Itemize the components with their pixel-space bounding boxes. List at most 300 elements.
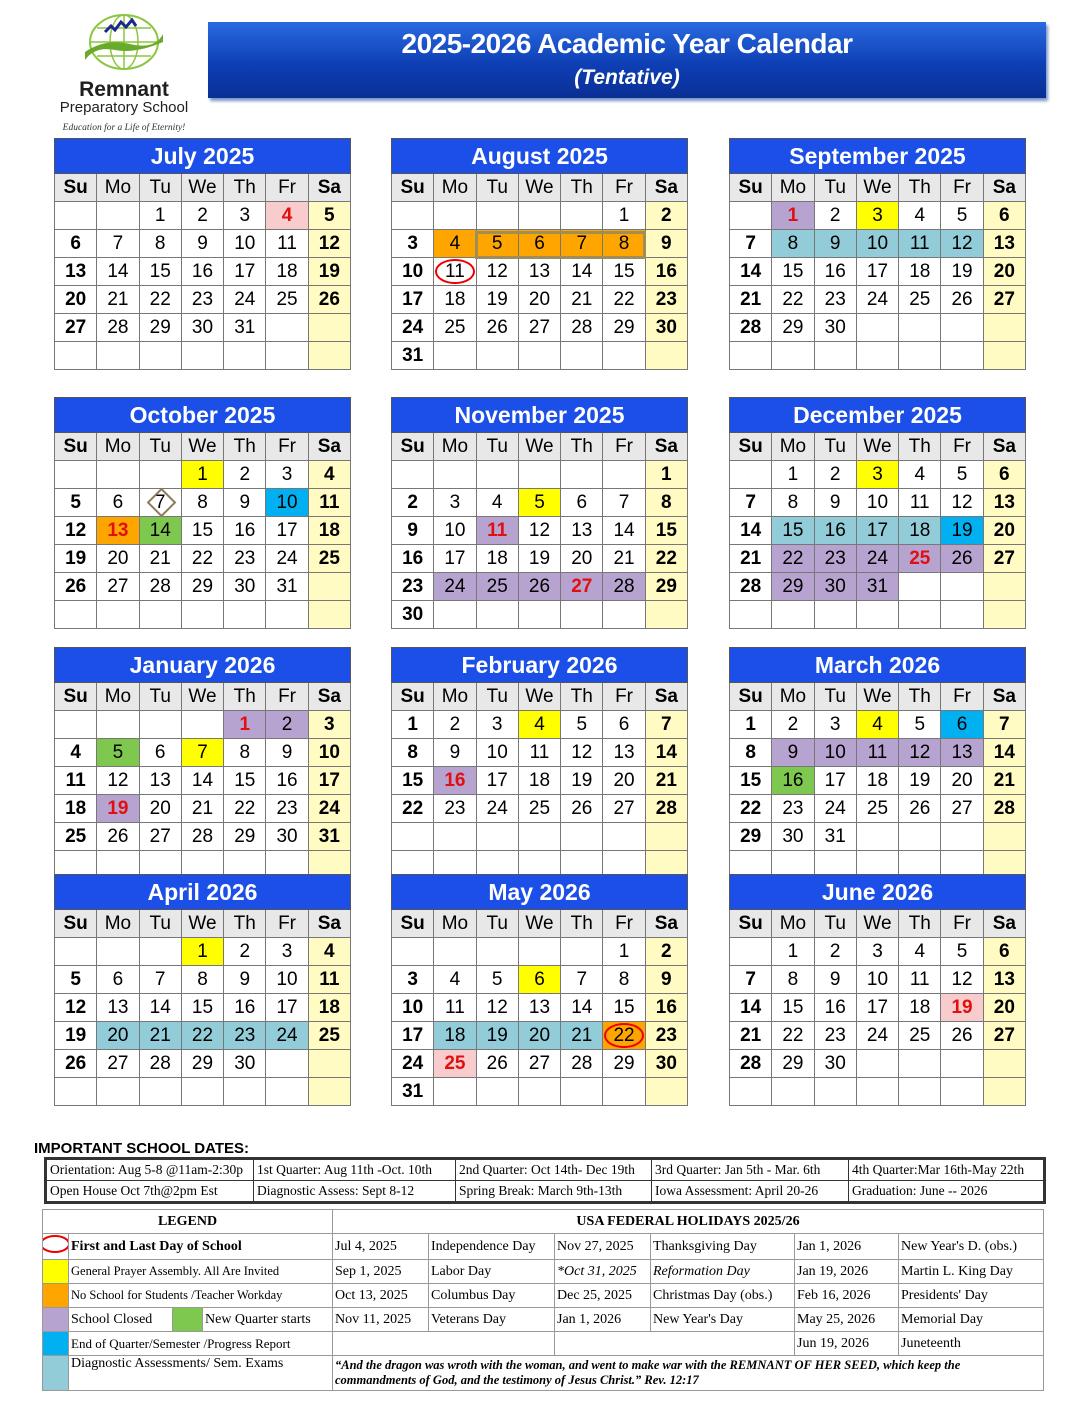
day-cell: 7 xyxy=(97,230,139,258)
month-title: December 2025 xyxy=(730,398,1026,433)
weekday-header: Fr xyxy=(266,683,308,711)
day-cell: 30 xyxy=(645,1050,687,1078)
day-cell: 5 xyxy=(55,489,97,517)
day-cell: 31 xyxy=(308,823,350,851)
day-cell: 10 xyxy=(856,230,898,258)
day-cell: 4 xyxy=(308,461,350,489)
day-cell: 27 xyxy=(941,795,983,823)
day-cell: 24 xyxy=(856,1022,898,1050)
day-cell: 30 xyxy=(814,573,856,601)
day-cell xyxy=(392,461,434,489)
day-cell: 13 xyxy=(603,739,645,767)
day-cell: 9 xyxy=(814,489,856,517)
day-cell: 28 xyxy=(97,314,139,342)
day-cell: 31 xyxy=(392,1078,434,1106)
day-cell xyxy=(645,1078,687,1106)
school-logo xyxy=(44,6,204,132)
day-cell: 3 xyxy=(266,938,308,966)
day-cell xyxy=(476,342,518,370)
day-cell: 29 xyxy=(772,573,814,601)
important-dates-heading: IMPORTANT SCHOOL DATES: xyxy=(34,1140,249,1157)
day-cell: 18 xyxy=(899,258,941,286)
weekday-header: Th xyxy=(561,433,603,461)
day-cell xyxy=(97,711,139,739)
holiday-date: Sep 1, 2025 xyxy=(333,1260,429,1284)
legend-title: LEGEND xyxy=(43,1210,333,1234)
day-cell xyxy=(983,314,1025,342)
day-cell xyxy=(983,1050,1025,1078)
legend-label: First and Last Day of School xyxy=(69,1234,333,1260)
month-title: January 2026 xyxy=(55,648,351,683)
weekday-header: Mo xyxy=(772,433,814,461)
day-cell: 24 xyxy=(856,286,898,314)
weekday-header: Sa xyxy=(983,433,1025,461)
day-cell xyxy=(561,461,603,489)
day-cell: 14 xyxy=(139,517,181,545)
day-cell: 4 xyxy=(434,230,476,258)
legend-swatch-teal xyxy=(43,1356,69,1391)
day-cell: 6 xyxy=(139,739,181,767)
weekday-header: Su xyxy=(392,910,434,938)
day-cell xyxy=(181,601,223,629)
day-cell: 31 xyxy=(224,314,266,342)
day-cell: 20 xyxy=(983,994,1025,1022)
weekday-header: Sa xyxy=(645,433,687,461)
day-cell: 13 xyxy=(139,767,181,795)
holiday-date: Nov 11, 2025 xyxy=(333,1308,429,1332)
day-cell xyxy=(730,202,772,230)
day-cell: 3 xyxy=(392,966,434,994)
day-cell: 4 xyxy=(476,489,518,517)
day-cell: 28 xyxy=(561,1050,603,1078)
day-cell xyxy=(97,342,139,370)
day-cell: 3 xyxy=(856,202,898,230)
day-cell: 20 xyxy=(97,1022,139,1050)
day-cell: 2 xyxy=(814,938,856,966)
day-cell: 24 xyxy=(476,795,518,823)
weekday-header: Th xyxy=(224,910,266,938)
day-cell: 7 xyxy=(730,489,772,517)
weekday-header: Mo xyxy=(97,433,139,461)
day-cell: 22 xyxy=(224,795,266,823)
day-cell: 13 xyxy=(983,230,1025,258)
month-title: July 2025 xyxy=(55,139,351,174)
day-cell: 29 xyxy=(224,823,266,851)
day-cell: 14 xyxy=(603,517,645,545)
legend-swatch-purple xyxy=(43,1308,69,1332)
weekday-header: Fr xyxy=(941,433,983,461)
day-cell xyxy=(645,823,687,851)
day-cell: 9 xyxy=(224,489,266,517)
day-cell: 18 xyxy=(476,545,518,573)
day-cell: 15 xyxy=(772,517,814,545)
day-cell: 17 xyxy=(266,517,308,545)
holiday-name: Presidents' Day xyxy=(899,1284,1044,1308)
day-cell: 23 xyxy=(772,795,814,823)
holiday-name: Juneteenth xyxy=(899,1332,1044,1356)
day-cell: 2 xyxy=(392,489,434,517)
day-cell: 16 xyxy=(772,767,814,795)
weekday-header: Tu xyxy=(139,683,181,711)
day-cell: 4 xyxy=(518,711,560,739)
weekday-header: Sa xyxy=(983,910,1025,938)
day-cell: 21 xyxy=(730,545,772,573)
day-cell: 3 xyxy=(476,711,518,739)
day-cell: 11 xyxy=(266,230,308,258)
day-cell xyxy=(941,314,983,342)
day-cell: 26 xyxy=(97,823,139,851)
day-cell: 29 xyxy=(603,1050,645,1078)
day-cell xyxy=(308,342,350,370)
holiday-name: Thanksgiving Day xyxy=(651,1234,795,1260)
holiday-name: Columbus Day xyxy=(429,1284,555,1308)
month-title: April 2026 xyxy=(55,875,351,910)
day-cell: 19 xyxy=(941,517,983,545)
day-cell: 26 xyxy=(941,286,983,314)
legend-label: New Quarter starts xyxy=(203,1308,333,1332)
logo-subname: Preparatory School xyxy=(59,99,189,116)
day-cell: 16 xyxy=(814,517,856,545)
title-banner xyxy=(208,22,1046,98)
day-cell: 1 xyxy=(224,711,266,739)
day-cell: 1 xyxy=(772,202,814,230)
date-cell: Diagnostic Assess: Sept 8-12 xyxy=(254,1181,456,1202)
day-cell: 26 xyxy=(941,1022,983,1050)
day-cell: 6 xyxy=(97,966,139,994)
weekday-header: Mo xyxy=(434,910,476,938)
day-cell: 25 xyxy=(856,795,898,823)
day-cell: 5 xyxy=(941,938,983,966)
date-cell: 3rd Quarter: Jan 5th - Mar. 6th xyxy=(652,1160,849,1181)
day-cell: 21 xyxy=(983,767,1025,795)
day-cell: 22 xyxy=(603,286,645,314)
holiday-name: Memorial Day xyxy=(899,1308,1044,1332)
day-cell: 4 xyxy=(856,711,898,739)
day-cell: 23 xyxy=(224,1022,266,1050)
day-cell: 17 xyxy=(224,258,266,286)
day-cell: 28 xyxy=(983,795,1025,823)
day-cell: 18 xyxy=(434,286,476,314)
day-cell: 15 xyxy=(392,767,434,795)
day-cell: 2 xyxy=(772,711,814,739)
day-cell: 27 xyxy=(139,823,181,851)
day-cell: 1 xyxy=(181,938,223,966)
month-calendar xyxy=(54,397,351,629)
day-cell: 8 xyxy=(772,489,814,517)
month-title: June 2026 xyxy=(730,875,1026,910)
day-cell: 24 xyxy=(392,314,434,342)
day-cell: 16 xyxy=(814,994,856,1022)
day-cell: 21 xyxy=(139,545,181,573)
month-calendar xyxy=(391,647,688,879)
date-cell: Spring Break: March 9th-13th xyxy=(456,1181,652,1202)
day-cell: 17 xyxy=(392,286,434,314)
day-cell: 5 xyxy=(476,230,518,258)
day-cell xyxy=(55,461,97,489)
day-cell: 25 xyxy=(434,1050,476,1078)
day-cell: 24 xyxy=(224,286,266,314)
day-cell: 8 xyxy=(224,739,266,767)
holiday-date: Jul 4, 2025 xyxy=(333,1234,429,1260)
day-cell: 11 xyxy=(476,517,518,545)
day-cell: 10 xyxy=(266,489,308,517)
day-cell xyxy=(476,601,518,629)
day-cell: 29 xyxy=(730,823,772,851)
day-cell: 25 xyxy=(434,314,476,342)
day-cell xyxy=(730,601,772,629)
day-cell xyxy=(856,601,898,629)
holiday-date: Nov 27, 2025 xyxy=(555,1234,651,1260)
day-cell: 11 xyxy=(899,966,941,994)
day-cell: 14 xyxy=(561,258,603,286)
day-cell xyxy=(941,601,983,629)
holiday-name: Labor Day xyxy=(429,1260,555,1284)
day-cell: 18 xyxy=(308,517,350,545)
day-cell: 14 xyxy=(561,994,603,1022)
day-cell: 5 xyxy=(308,202,350,230)
day-cell: 21 xyxy=(561,286,603,314)
holiday-date: May 25, 2026 xyxy=(795,1308,899,1332)
day-cell xyxy=(266,601,308,629)
day-cell xyxy=(603,823,645,851)
day-cell xyxy=(645,342,687,370)
day-cell: 2 xyxy=(645,938,687,966)
day-cell xyxy=(983,342,1025,370)
day-cell: 4 xyxy=(434,966,476,994)
day-cell: 7 xyxy=(139,489,181,517)
month-calendar xyxy=(729,397,1026,629)
day-cell: 6 xyxy=(983,938,1025,966)
day-cell: 14 xyxy=(983,739,1025,767)
day-cell: 25 xyxy=(518,795,560,823)
day-cell: 7 xyxy=(561,966,603,994)
day-cell: 23 xyxy=(814,545,856,573)
day-cell: 11 xyxy=(55,767,97,795)
holiday-date: Jun 19, 2026 xyxy=(795,1332,899,1356)
day-cell: 14 xyxy=(730,258,772,286)
day-cell xyxy=(856,823,898,851)
day-cell: 21 xyxy=(645,767,687,795)
day-cell: 26 xyxy=(518,573,560,601)
day-cell: 9 xyxy=(645,230,687,258)
weekday-header: Tu xyxy=(814,683,856,711)
day-cell: 2 xyxy=(224,461,266,489)
day-cell: 8 xyxy=(603,230,645,258)
day-cell: 2 xyxy=(814,461,856,489)
day-cell: 17 xyxy=(392,1022,434,1050)
day-cell: 8 xyxy=(772,230,814,258)
day-cell: 22 xyxy=(181,1022,223,1050)
weekday-header: Fr xyxy=(603,174,645,202)
day-cell: 25 xyxy=(899,1022,941,1050)
day-cell xyxy=(97,202,139,230)
day-cell: 27 xyxy=(518,314,560,342)
day-cell xyxy=(561,1078,603,1106)
day-cell: 1 xyxy=(772,938,814,966)
weekday-header: Fr xyxy=(603,910,645,938)
day-cell: 28 xyxy=(181,823,223,851)
day-cell xyxy=(856,342,898,370)
day-cell: 11 xyxy=(434,994,476,1022)
weekday-header: Sa xyxy=(308,683,350,711)
day-cell xyxy=(730,461,772,489)
legend-and-holidays xyxy=(42,1209,1044,1391)
day-cell: 22 xyxy=(139,286,181,314)
day-cell: 14 xyxy=(97,258,139,286)
day-cell: 21 xyxy=(603,545,645,573)
weekday-header: We xyxy=(518,910,560,938)
day-cell: 16 xyxy=(392,545,434,573)
day-cell xyxy=(97,601,139,629)
holiday-date: Jan 1, 2026 xyxy=(795,1234,899,1260)
day-cell xyxy=(645,601,687,629)
bible-quote: “And the dragon was wroth with the woman, and went to make war with the REMNANT OF HER SEED, which keep the commandments of God, and the testimony of Jesus Christ.” Rev. 12:17 xyxy=(333,1356,1044,1391)
weekday-header: Th xyxy=(899,433,941,461)
date-cell: Iowa Assessment: April 20-26 xyxy=(652,1181,849,1202)
day-cell: 4 xyxy=(266,202,308,230)
day-cell xyxy=(392,202,434,230)
day-cell: 22 xyxy=(392,795,434,823)
day-cell: 29 xyxy=(772,314,814,342)
month-calendar xyxy=(391,397,688,629)
day-cell xyxy=(941,823,983,851)
day-cell xyxy=(308,573,350,601)
day-cell: 10 xyxy=(392,994,434,1022)
weekday-header: Tu xyxy=(139,174,181,202)
day-cell: 24 xyxy=(392,1050,434,1078)
legend-label: School Closed xyxy=(69,1308,173,1332)
weekday-header: Su xyxy=(392,174,434,202)
day-cell xyxy=(97,461,139,489)
day-cell: 9 xyxy=(772,739,814,767)
legend-swatch-green xyxy=(173,1308,203,1332)
day-cell xyxy=(899,342,941,370)
day-cell: 31 xyxy=(392,342,434,370)
day-cell: 13 xyxy=(983,489,1025,517)
day-cell xyxy=(392,938,434,966)
day-cell: 21 xyxy=(97,286,139,314)
day-cell: 24 xyxy=(434,573,476,601)
day-cell: 31 xyxy=(266,573,308,601)
day-cell xyxy=(434,601,476,629)
day-cell: 12 xyxy=(941,230,983,258)
day-cell: 9 xyxy=(266,739,308,767)
day-cell: 7 xyxy=(561,230,603,258)
day-cell: 30 xyxy=(181,314,223,342)
logo-tagline: Education for a Life of Eternity! xyxy=(62,123,186,133)
day-cell xyxy=(730,938,772,966)
day-cell: 24 xyxy=(266,545,308,573)
weekday-header: Tu xyxy=(814,910,856,938)
day-cell: 8 xyxy=(603,966,645,994)
day-cell: 2 xyxy=(645,202,687,230)
weekday-header: Su xyxy=(55,910,97,938)
day-cell xyxy=(224,342,266,370)
day-cell: 21 xyxy=(730,1022,772,1050)
day-cell xyxy=(139,342,181,370)
day-cell: 15 xyxy=(181,517,223,545)
day-cell: 30 xyxy=(224,1050,266,1078)
weekday-header: Fr xyxy=(266,433,308,461)
day-cell: 1 xyxy=(181,461,223,489)
day-cell xyxy=(139,711,181,739)
day-cell: 27 xyxy=(97,573,139,601)
day-cell: 2 xyxy=(434,711,476,739)
weekday-header: Tu xyxy=(814,174,856,202)
day-cell: 7 xyxy=(603,489,645,517)
weekday-header: We xyxy=(518,433,560,461)
day-cell: 3 xyxy=(308,711,350,739)
day-cell xyxy=(730,342,772,370)
day-cell: 12 xyxy=(899,739,941,767)
day-cell: 29 xyxy=(139,314,181,342)
day-cell: 22 xyxy=(772,1022,814,1050)
weekday-header: We xyxy=(181,433,223,461)
day-cell: 5 xyxy=(941,461,983,489)
day-cell: 15 xyxy=(181,994,223,1022)
day-cell xyxy=(434,823,476,851)
day-cell: 7 xyxy=(730,230,772,258)
day-cell xyxy=(55,1078,97,1106)
day-cell: 12 xyxy=(97,767,139,795)
day-cell: 4 xyxy=(308,938,350,966)
weekday-header: Su xyxy=(55,174,97,202)
day-cell xyxy=(772,1078,814,1106)
day-cell: 20 xyxy=(97,545,139,573)
day-cell: 24 xyxy=(266,1022,308,1050)
day-cell: 30 xyxy=(645,314,687,342)
weekday-header: We xyxy=(518,174,560,202)
weekday-header: Fr xyxy=(266,174,308,202)
legend-swatch-blue xyxy=(43,1332,69,1356)
day-cell: 8 xyxy=(181,489,223,517)
day-cell: 3 xyxy=(392,230,434,258)
day-cell xyxy=(941,342,983,370)
day-cell: 10 xyxy=(308,739,350,767)
day-cell: 21 xyxy=(139,1022,181,1050)
day-cell xyxy=(266,1050,308,1078)
day-cell xyxy=(856,314,898,342)
day-cell: 6 xyxy=(941,711,983,739)
day-cell: 23 xyxy=(392,573,434,601)
day-cell: 25 xyxy=(308,1022,350,1050)
day-cell: 11 xyxy=(308,489,350,517)
day-cell: 16 xyxy=(645,258,687,286)
day-cell: 10 xyxy=(476,739,518,767)
weekday-header: Th xyxy=(224,433,266,461)
weekday-header: Th xyxy=(224,683,266,711)
day-cell: 21 xyxy=(561,1022,603,1050)
weekday-header: Sa xyxy=(645,174,687,202)
important-dates-table xyxy=(44,1157,1046,1204)
day-cell: 1 xyxy=(139,202,181,230)
day-cell xyxy=(392,823,434,851)
day-cell: 27 xyxy=(983,286,1025,314)
day-cell: 26 xyxy=(476,1050,518,1078)
day-cell: 23 xyxy=(434,795,476,823)
day-cell xyxy=(899,601,941,629)
day-cell: 8 xyxy=(392,739,434,767)
day-cell: 13 xyxy=(983,966,1025,994)
day-cell: 28 xyxy=(561,314,603,342)
weekday-header: Mo xyxy=(434,683,476,711)
day-cell: 22 xyxy=(603,1022,645,1050)
day-cell: 12 xyxy=(476,994,518,1022)
day-cell: 30 xyxy=(266,823,308,851)
day-cell: 19 xyxy=(518,545,560,573)
legend-swatch-circle xyxy=(43,1234,69,1260)
page-title: 2025-2026 Academic Year Calendar xyxy=(401,28,853,59)
